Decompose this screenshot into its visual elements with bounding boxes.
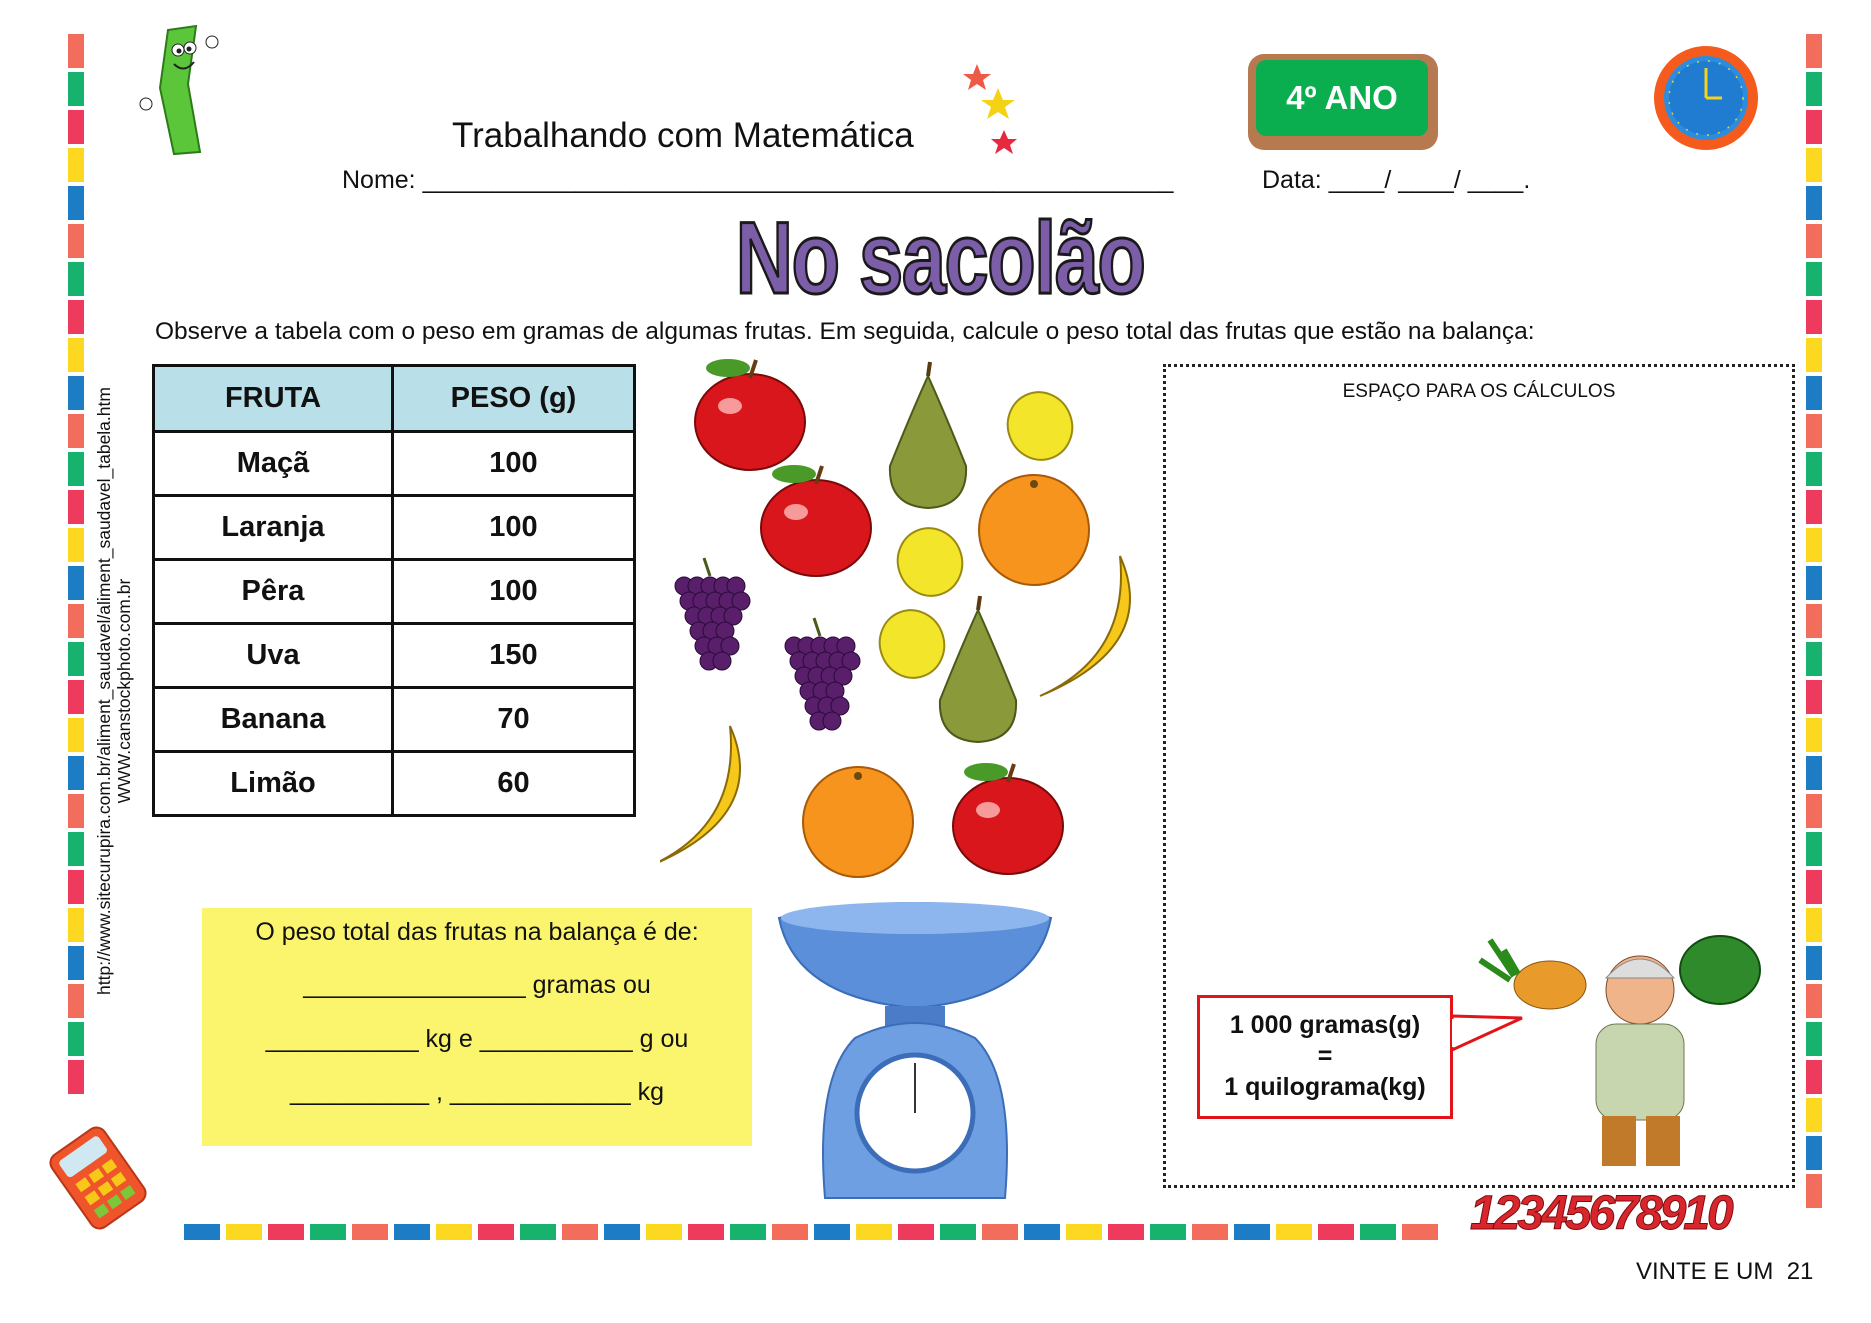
border-segment <box>604 1224 640 1240</box>
border-segment <box>184 1224 220 1240</box>
fruit-weight: 100 <box>393 496 635 560</box>
border-segment <box>1806 528 1822 562</box>
border-segment <box>68 148 84 182</box>
lemon-icon <box>998 383 1081 469</box>
border-segment <box>1806 1060 1822 1094</box>
border-segment <box>68 300 84 334</box>
border-segment <box>898 1224 934 1240</box>
conversion-grams: 1 000 gramas(g) <box>1229 1011 1421 1039</box>
answer-prompt: O peso total das frutas na balança é de: <box>255 918 699 946</box>
border-segment <box>1806 338 1822 372</box>
answer-kg-g-field[interactable]: ___________ kg e ___________ g ou <box>265 1025 689 1053</box>
fruit-weight-table <box>152 364 636 817</box>
border-segment <box>68 604 84 638</box>
border-segment <box>730 1224 766 1240</box>
grapes-icon <box>785 618 860 730</box>
border-segment <box>1806 34 1822 68</box>
border-segment <box>1806 376 1822 410</box>
border-segment <box>1806 984 1822 1018</box>
orange-icon <box>979 475 1089 585</box>
conversion-note <box>1197 995 1453 1119</box>
conversion-equals: = <box>1317 1042 1333 1070</box>
answer-box <box>202 908 752 1146</box>
calculator-icon <box>46 1126 150 1230</box>
border-segment <box>982 1224 1018 1240</box>
border-segment <box>814 1224 850 1240</box>
border-segment <box>772 1224 808 1240</box>
border-segment <box>1806 452 1822 486</box>
table-row <box>154 688 635 752</box>
stars-icon <box>960 62 1020 156</box>
grapes-icon <box>675 558 750 670</box>
clock-icon <box>1652 44 1760 152</box>
border-segment <box>1806 832 1822 866</box>
border-segment <box>68 908 84 942</box>
border-segment <box>1806 566 1822 600</box>
border-segment <box>68 1022 84 1056</box>
border-segment <box>68 566 84 600</box>
fruit-weight: 70 <box>393 688 635 752</box>
border-segment <box>1360 1224 1396 1240</box>
border-segment <box>1806 300 1822 334</box>
border-segment <box>646 1224 682 1240</box>
border-segment <box>520 1224 556 1240</box>
border-segment <box>68 870 84 904</box>
source-urls <box>94 387 134 995</box>
column-header-weight: PESO (g) <box>393 366 635 432</box>
border-segment <box>1806 1098 1822 1132</box>
source-url-1: http://www.sitecurupira.com.br/aliment_saudavel/aliment_saudavel_tabela.htm <box>94 387 114 995</box>
instruction-text: Observe a tabela com o peso em gramas de algumas frutas. Em seguida, calcule o peso total das frutas que estão na balança: <box>155 318 1535 345</box>
apple-icon <box>761 465 871 576</box>
orange-icon <box>803 767 913 877</box>
border-segment <box>1806 110 1822 144</box>
pear-icon <box>890 362 966 508</box>
calculation-area-label: ESPAÇO PARA OS CÁLCULOS <box>1342 381 1616 402</box>
table-row <box>154 560 635 624</box>
border-segment <box>1806 490 1822 524</box>
lemon-icon <box>888 519 971 605</box>
border-segment <box>1066 1224 1102 1240</box>
border-segment <box>1806 604 1822 638</box>
fruit-name: Maçã <box>154 432 393 496</box>
border-segment <box>1234 1224 1270 1240</box>
fruit-weight: 60 <box>393 752 635 816</box>
grocer-character-icon <box>1470 930 1770 1170</box>
border-segment <box>68 452 84 486</box>
border-segment <box>1150 1224 1186 1240</box>
grade-badge <box>1248 54 1438 150</box>
border-segment <box>1806 680 1822 714</box>
bottom-color-border <box>184 1224 1438 1240</box>
table-row <box>154 624 635 688</box>
subject-title: Trabalhando com Matemática <box>452 116 914 155</box>
border-segment <box>1806 870 1822 904</box>
right-color-border <box>1806 34 1822 1208</box>
border-segment <box>1806 642 1822 676</box>
border-segment <box>68 338 84 372</box>
fruit-weight: 150 <box>393 624 635 688</box>
border-segment <box>1024 1224 1060 1240</box>
fruit-name: Limão <box>154 752 393 816</box>
page-words: VINTE E UM <box>1636 1258 1774 1285</box>
border-segment <box>436 1224 472 1240</box>
border-segment <box>352 1224 388 1240</box>
border-segment <box>1806 72 1822 106</box>
border-segment <box>226 1224 262 1240</box>
fruits-illustration <box>660 356 1150 886</box>
border-segment <box>68 110 84 144</box>
ruler-mascot-icon <box>138 24 222 158</box>
border-segment <box>68 756 84 790</box>
grade-badge-label: 4º ANO <box>1256 60 1428 136</box>
border-segment <box>68 642 84 676</box>
worksheet-title: No sacolão <box>735 201 1145 315</box>
border-segment <box>68 376 84 410</box>
border-segment <box>68 414 84 448</box>
answer-grams-field[interactable]: ________________ gramas ou <box>303 971 651 999</box>
border-segment <box>1806 224 1822 258</box>
border-segment <box>1806 908 1822 942</box>
table-row <box>154 432 635 496</box>
fruit-name: Laranja <box>154 496 393 560</box>
border-segment <box>1108 1224 1144 1240</box>
border-segment <box>562 1224 598 1240</box>
banana-icon <box>660 726 740 866</box>
border-segment <box>68 490 84 524</box>
lemon-icon <box>870 601 953 687</box>
border-segment <box>68 72 84 106</box>
left-color-border <box>68 34 84 1094</box>
fruit-weight: 100 <box>393 432 635 496</box>
border-segment <box>688 1224 724 1240</box>
apple-icon <box>695 359 805 470</box>
fruit-name: Pêra <box>154 560 393 624</box>
border-segment <box>1806 414 1822 448</box>
pear-icon <box>940 596 1016 742</box>
border-segment <box>1806 1136 1822 1170</box>
border-segment <box>68 224 84 258</box>
border-segment <box>940 1224 976 1240</box>
border-segment <box>478 1224 514 1240</box>
border-segment <box>1806 946 1822 980</box>
border-segment <box>1806 794 1822 828</box>
border-segment <box>1402 1224 1438 1240</box>
border-segment <box>1806 1022 1822 1056</box>
border-segment <box>68 832 84 866</box>
border-segment <box>68 718 84 752</box>
border-segment <box>1806 756 1822 790</box>
border-segment <box>68 1060 84 1094</box>
border-segment <box>268 1224 304 1240</box>
table-row <box>154 496 635 560</box>
name-field[interactable]: Nome: ______________________________________________________ <box>342 166 1174 194</box>
fruit-weight: 100 <box>393 560 635 624</box>
column-header-fruit: FRUTA <box>154 366 393 432</box>
border-segment <box>1276 1224 1312 1240</box>
source-url-2: WWW.canstockphoto.com.br <box>114 578 134 804</box>
page-number: 21 <box>1786 1258 1814 1285</box>
border-segment <box>68 186 84 220</box>
table-header-row <box>154 366 635 432</box>
border-segment <box>68 680 84 714</box>
fruit-name: Uva <box>154 624 393 688</box>
border-segment <box>1806 718 1822 752</box>
border-segment <box>1192 1224 1228 1240</box>
border-segment <box>68 984 84 1018</box>
numbers-decoration: 12345678910 <box>1470 1187 1731 1240</box>
border-segment <box>394 1224 430 1240</box>
apple-icon <box>953 763 1063 874</box>
border-segment <box>68 794 84 828</box>
border-segment <box>310 1224 346 1240</box>
border-segment <box>68 34 84 68</box>
page-footer <box>1636 1258 1813 1286</box>
border-segment <box>1806 186 1822 220</box>
conversion-kilogram: 1 quilograma(kg) <box>1224 1073 1426 1101</box>
border-segment <box>68 262 84 296</box>
border-segment <box>1806 148 1822 182</box>
kitchen-scale-icon <box>775 898 1055 1204</box>
border-segment <box>1806 1174 1822 1208</box>
border-segment <box>1318 1224 1354 1240</box>
fruit-name: Banana <box>154 688 393 752</box>
date-field[interactable]: Data: ____/ ____/ ____. <box>1262 166 1531 194</box>
table-row <box>154 752 635 816</box>
border-segment <box>856 1224 892 1240</box>
border-segment <box>1806 262 1822 296</box>
border-segment <box>68 528 84 562</box>
answer-decimal-kg-field[interactable]: __________ , _____________ kg <box>290 1078 664 1106</box>
border-segment <box>68 946 84 980</box>
